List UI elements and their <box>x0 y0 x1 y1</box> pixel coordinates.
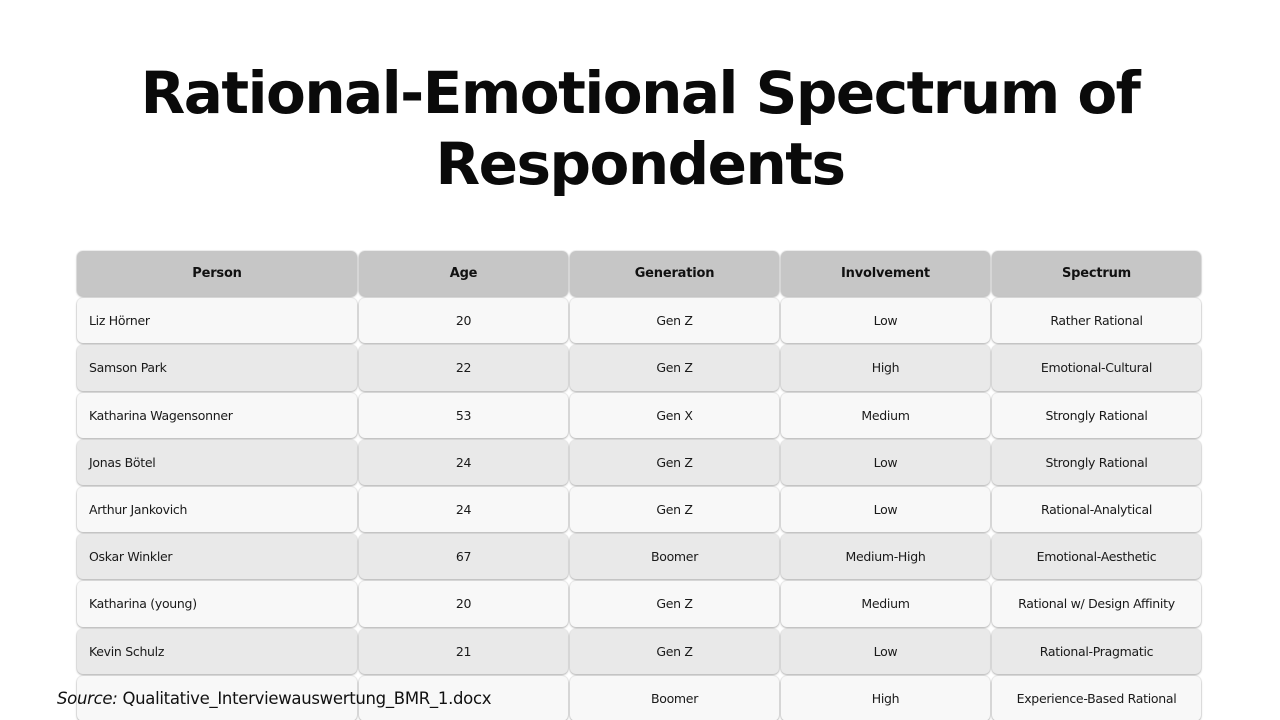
respondents-table <box>76 250 1204 720</box>
cell-age: 67 <box>359 534 568 579</box>
cell-person: Oskar Winkler <box>77 534 357 579</box>
cell-person: Kevin Schulz <box>77 629 357 674</box>
cell-generation: Gen Z <box>570 581 779 626</box>
table-row <box>76 628 1204 675</box>
cell-involvement: Medium <box>781 393 990 438</box>
cell-involvement: Medium <box>781 581 990 626</box>
cell-person: Katharina (young) <box>77 581 357 626</box>
cell-spectrum: Strongly Rational <box>992 440 1201 485</box>
cell-spectrum: Rational w/ Design Affinity <box>992 581 1201 626</box>
cell-generation: Boomer <box>570 534 779 579</box>
table-row <box>76 580 1204 627</box>
cell-age: 20 <box>359 581 568 626</box>
cell-generation: Boomer <box>570 676 779 720</box>
cell-involvement: Medium-High <box>781 534 990 579</box>
cell-age: 24 <box>359 487 568 532</box>
title-line-2: Respondents <box>435 130 845 198</box>
cell-involvement: Low <box>781 487 990 532</box>
cell-generation: Gen X <box>570 393 779 438</box>
cell-involvement: High <box>781 676 990 720</box>
table-row <box>76 344 1204 391</box>
cell-spectrum: Rational-Analytical <box>992 487 1201 532</box>
header-involvement: Involvement <box>781 251 990 296</box>
cell-spectrum: Emotional-Cultural <box>992 345 1201 390</box>
source-note <box>57 689 491 708</box>
cell-involvement: Low <box>781 629 990 674</box>
cell-age: 20 <box>359 298 568 343</box>
cell-spectrum: Strongly Rational <box>992 393 1201 438</box>
cell-person: Arthur Jankovich <box>77 487 357 532</box>
cell-generation: Gen Z <box>570 298 779 343</box>
table-row <box>76 439 1204 486</box>
cell-generation: Gen Z <box>570 487 779 532</box>
header-age: Age <box>359 251 568 296</box>
cell-spectrum: Rational-Pragmatic <box>992 629 1201 674</box>
cell-person: Jonas Bötel <box>77 440 357 485</box>
source-filename: Qualitative_Interviewauswertung_BMR_1.docx <box>117 689 492 708</box>
cell-person: Katharina Wagensonner <box>77 393 357 438</box>
title-line-1: Rational-Emotional Spectrum of <box>140 59 1140 127</box>
cell-generation: Gen Z <box>570 345 779 390</box>
header-generation: Generation <box>570 251 779 296</box>
table-row <box>76 486 1204 533</box>
cell-involvement: Low <box>781 298 990 343</box>
source-label: Source: <box>57 689 118 708</box>
slide-title <box>90 58 1190 200</box>
cell-generation: Gen Z <box>570 629 779 674</box>
header-person: Person <box>77 251 357 296</box>
cell-spectrum: Rather Rational <box>992 298 1201 343</box>
cell-spectrum: Emotional-Aesthetic <box>992 534 1201 579</box>
cell-person: Samson Park <box>77 345 357 390</box>
cell-age: 21 <box>359 629 568 674</box>
cell-person: Liz Hörner <box>77 298 357 343</box>
cell-spectrum: Experience-Based Rational <box>992 676 1201 720</box>
cell-involvement: High <box>781 345 990 390</box>
table-row <box>76 392 1204 439</box>
table-header-row <box>76 250 1204 297</box>
header-spectrum: Spectrum <box>992 251 1201 296</box>
cell-age: 22 <box>359 345 568 390</box>
cell-age: 24 <box>359 440 568 485</box>
cell-generation: Gen Z <box>570 440 779 485</box>
table-row <box>76 297 1204 344</box>
table-row <box>76 533 1204 580</box>
cell-involvement: Low <box>781 440 990 485</box>
cell-age: 53 <box>359 393 568 438</box>
